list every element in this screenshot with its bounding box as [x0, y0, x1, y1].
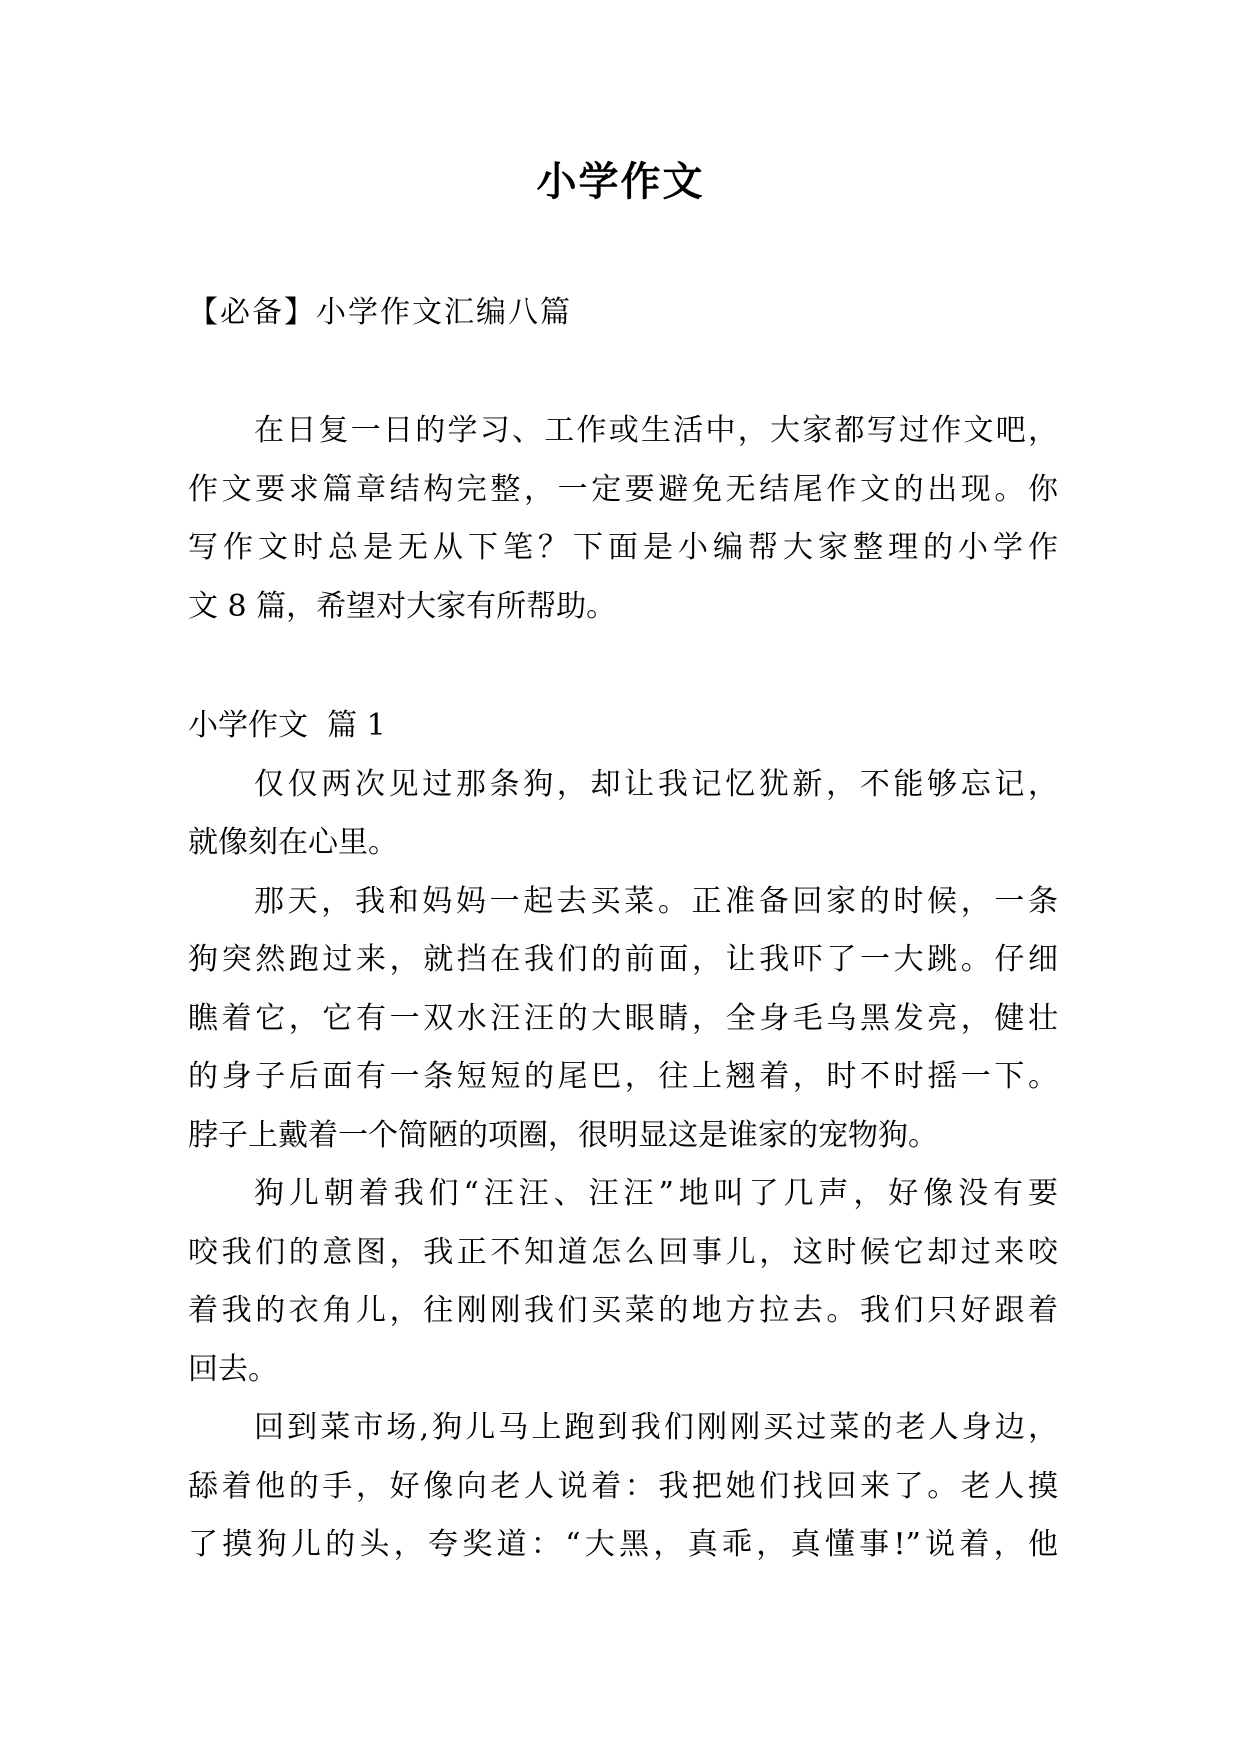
- paragraph-line: 仅仅两次见过那条狗，却让我记忆犹新，不能够忘记，: [254, 766, 1058, 802]
- paragraph-line: 脖子上戴着一个简陋的项圈，很明显这是谁家的宠物狗。: [188, 1117, 938, 1153]
- paragraph-line: 的身子后面有一条短短的尾巴，往上翘着，时不时摇一下。: [188, 1059, 1058, 1094]
- intro-line: 作文要求篇章结构完整，一定要避免无结尾作文的出现。你: [188, 471, 1058, 507]
- intro-paragraph: [188, 402, 1058, 636]
- paragraph-line: 了摸狗儿的头，夸奖道：“大黑，真乖，真懂事!”说着，他: [188, 1527, 1058, 1562]
- essay-paragraph: [188, 1165, 1058, 1399]
- paragraph-line: 回到菜市场,狗儿马上跑到我们刚刚买过菜的老人身边，: [254, 1410, 1058, 1445]
- intro-line: 在日复一日的学习、工作或生活中，大家都写过作文吧，: [254, 413, 1058, 448]
- essay-paragraph: [188, 1399, 1058, 1575]
- essay-heading: 小学作文 篇 1: [188, 708, 386, 743]
- paragraph-line: 回去。: [188, 1351, 278, 1387]
- paragraph-line: 就像刻在心里。: [188, 825, 398, 860]
- paragraph-line: 狗儿朝着我们“汪汪、汪汪”地叫了几声，好像没有要: [254, 1176, 1058, 1211]
- intro-line: 文 8 篇，希望对大家有所帮助。: [188, 588, 617, 624]
- paragraph-line: 狗突然跑过来，就挡在我们的前面，让我吓了一大跳。仔细: [188, 942, 1058, 977]
- paragraph-line: 咬我们的意图，我正不知道怎么回事儿，这时候它却过来咬: [188, 1234, 1058, 1270]
- document-subtitle: 【必备】小学作文汇编八篇: [188, 295, 572, 330]
- paragraph-line: 舔着他的手，好像向老人说着：我把她们找回来了。老人摸: [188, 1468, 1058, 1504]
- essay-paragraph: [188, 756, 1058, 873]
- paragraph-line: 瞧着它，它有一双水汪汪的大眼睛，全身毛乌黑发亮，健壮: [188, 1000, 1058, 1036]
- essay-paragraph: [188, 873, 1058, 1166]
- essay-section: [188, 697, 1058, 1575]
- document-title: 小学作文: [536, 158, 705, 205]
- paragraph-line: 那天，我和妈妈一起去买菜。正准备回家的时候，一条: [254, 883, 1058, 919]
- intro-line: 写作文时总是无从下笔？下面是小编帮大家整理的小学作: [188, 530, 1058, 565]
- paragraph-line: 着我的衣角儿，往刚刚我们买菜的地方拉去。我们只好跟着: [188, 1293, 1058, 1328]
